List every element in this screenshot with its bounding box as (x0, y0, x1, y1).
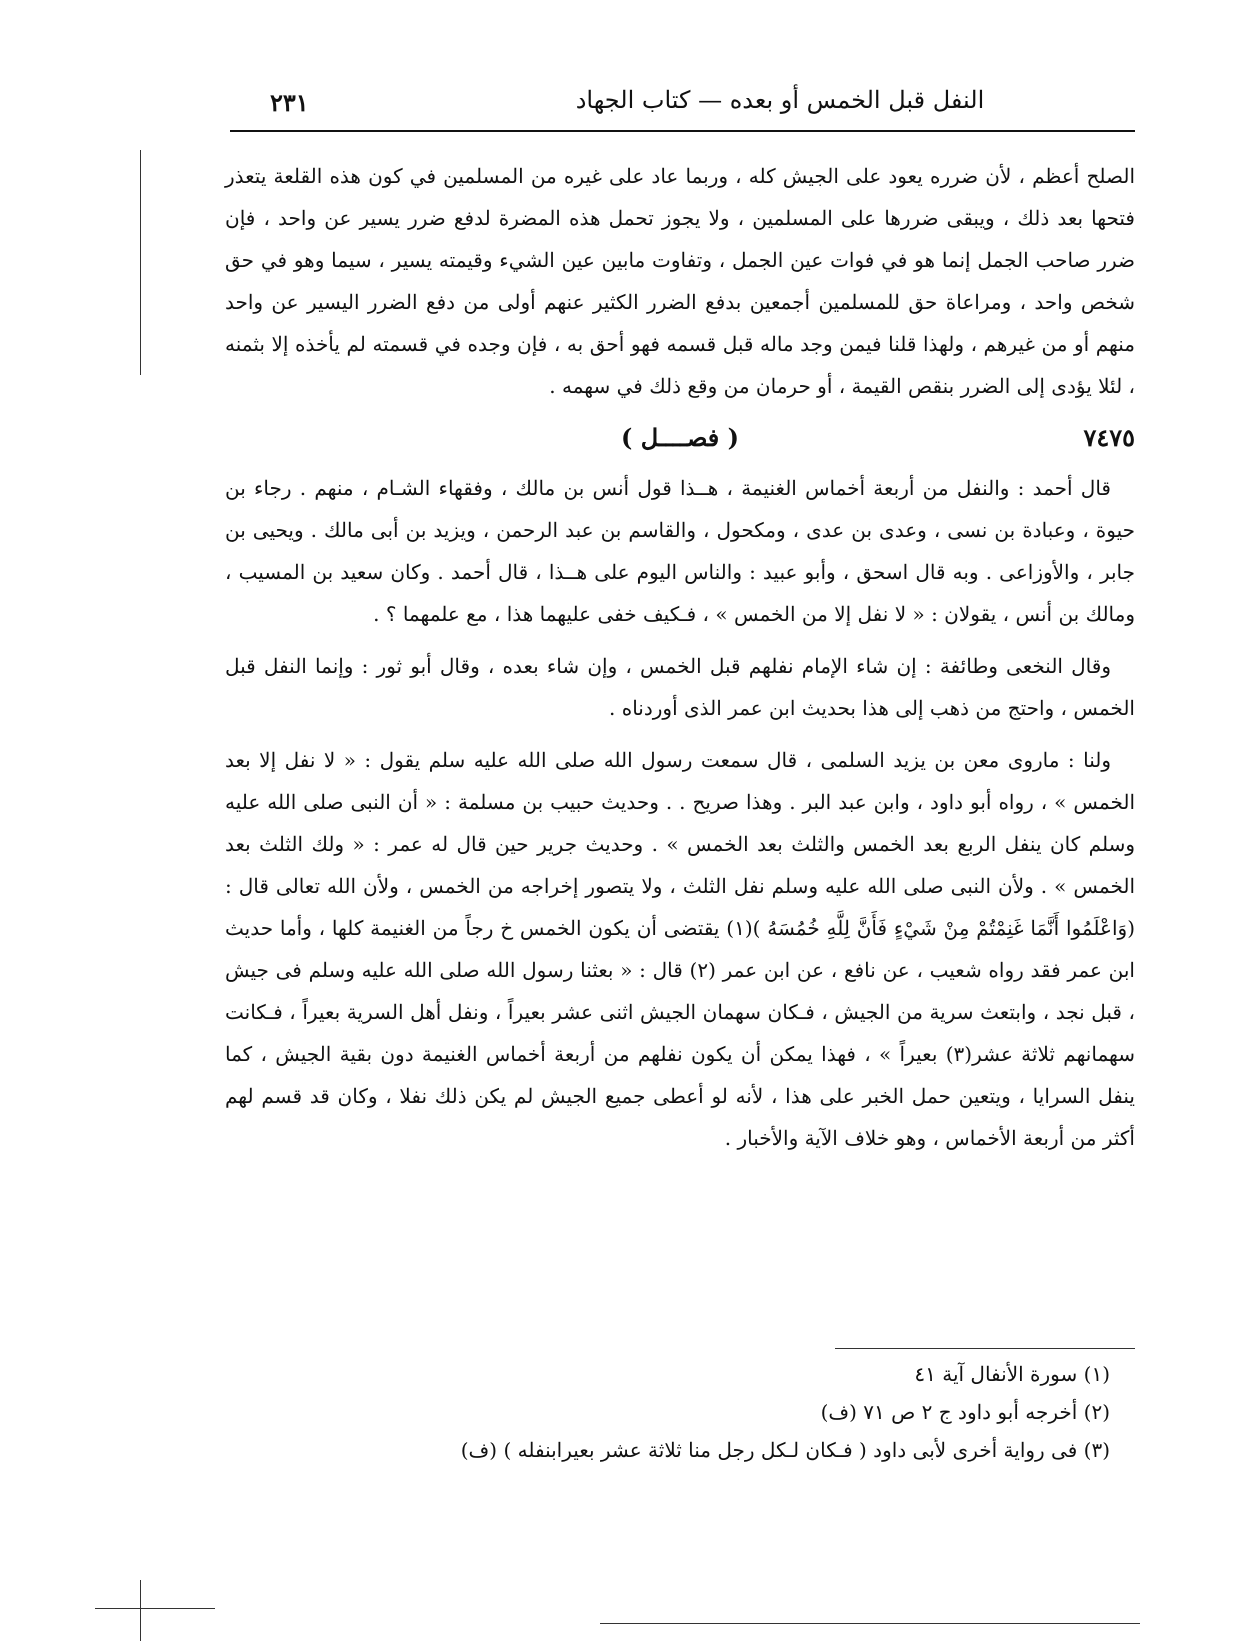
running-title: النفل قبل الخمس أو بعده — كتاب الجهاد (575, 86, 985, 114)
main-text (225, 155, 1135, 1169)
footnote: (٢) أخرجه أبو داود ج ٢ ص ٧١ (ف) (820, 1400, 1110, 1424)
paragraph: ولنا : ماروى معن بن يزيد السلمى ، قال سمعت رسول الله صلى الله عليه سلم يقول : « لا نفل إلا بعد الخمس » ، رواه أبو داود ، وابن عبد البر . وهذا صريح . . وحديث حبيب بن مسلمة : « أن النبى صلى الله عليه وسلم كان ينفل الربع بعد الخمس والثلث بعد الخمس » . وحديث جرير حين قال له عمر : « ولك الثلث بعد الخمس » . ولأن النبى صلى الله عليه وسلم نفل الثلث ، ولا يتصور إخراجه من الخمس ، ولأن الله تعالى قال : (وَاعْلَمُوا أَنَّمَا غَنِمْتُمْ مِنْ شَيْءٍ فَأَنَّ لِلَّهِ خُمُسَهُ )(١) يقتضى أن يكون الخمس خ رجاً من الغنيمة كلها ، وأما حديث ابن عمر فقد رواه شعيب ، عن نافع ، عن ابن عمر (٢) قال : « بعثنا رسول الله صلى الله عليه وسلم فى جيش ، قبل نجد ، وابتعث سرية من الجيش ، فـكان سهمان الجيش اثنى عشر بعيراً ، ونفل أهل السرية بعيراً ، فـكانت سهمانهم ثلاثة عشر(٣) بعيراً » ، فهذا يمكن أن يكون نفلهم من أربعة أخماس الغنيمة دون بقية الجيش ، كما ينفل السرايا ، ويتعين حمل الخبر على هذا ، لأنه لو أعطى جميع الجيش لم يكن ذلك نفلا ، وكان قد قسم لهم أكثر من أربعة الأخماس ، وهو خلاف الآية والأخبار . (225, 748, 1135, 1150)
footnote: (٣) فى رواية أخرى لأبى داود ( فـكان لـكل رجل منا ثلاثة عشر بعيرابنفله ) (ف) (460, 1438, 1110, 1462)
footnote: (١) سورة الأنفال آية ٤١ (914, 1362, 1110, 1386)
section-title: ( فصــــل ) (620, 423, 739, 452)
header-rule (230, 130, 1135, 132)
section-heading (225, 417, 1135, 461)
paragraph: الصلح أعظم ، لأن ضرره يعود على الجيش كله ، وربما عاد على غيره من المسلمين في كون هذه القلعة يتعذر فتحها بعد ذلك ، ويبقى ضررها على المسلمين ، ولا يجوز تحمل هذه المضرة لدفع ضرر يسير عن واحد ، فإن ضرر صاحب الجمل إنما هو في فوات عين الجمل ، وتفاوت مابين عين الشيء وقيمته يسير ، سيما وهو في حق شخص واحد ، ومراعاة حق للمسلمين أجمعين بدفع الضرر الكثير عنهم أولى من دفع الضرر اليسير عن واحد منهم أو من غيرهم ، ولهذا قلنا فيمن وجد ماله قبل قسمه فهو أحق به ، فإن وجده في قسمته لم يأخذه إلا بثمنه ، لئلا يؤدى إلى الضرر بنقص القيمة ، أو حرمان من وقع ذلك في سهمه . (225, 164, 1135, 398)
crop-mark (95, 1608, 215, 1609)
footnote-rule (835, 1348, 1135, 1349)
paragraph: وقال النخعى وطائفة : إن شاء الإمام نفلهم قبل الخمس ، وإن شاء بعده ، وقال أبو ثور : وإنما النفل قبل الخمس ، واحتج من ذهب إلى هذا بحديث ابن عمر الذى أوردناه . (225, 654, 1135, 720)
footnotes (420, 1355, 1110, 1469)
margin-line (140, 1580, 141, 1641)
page-header (230, 82, 1130, 126)
paragraph: قال أحمد : والنفل من أربعة أخماس الغنيمة ، هــذا قول أنس بن مالك ، وفقهاء الشـام ، منهم . رجاء بن حيوة ، وعبادة بن نسى ، وعدى بن عدى ، ومكحول ، والقاسم بن عبد الرحمن ، ويزيد بن أبى مالك . ويحيى بن جابر ، والأوزاعى . وبه قال اسحق ، وأبو عبيد : والناس اليوم على هــذا ، قال أحمد . وكان سعيد بن المسيب ، ومالك بن أنس ، يقولان : « لا نفل إلا من الخمس » ، فـكيف خفى عليهما هذا ، مع علمهما ؟ . (225, 476, 1135, 626)
crop-mark (600, 1623, 1140, 1624)
section-number: ٧٤٧٥ (1083, 423, 1135, 452)
page-number: ٢٣١ (270, 88, 309, 117)
margin-line (140, 150, 141, 375)
